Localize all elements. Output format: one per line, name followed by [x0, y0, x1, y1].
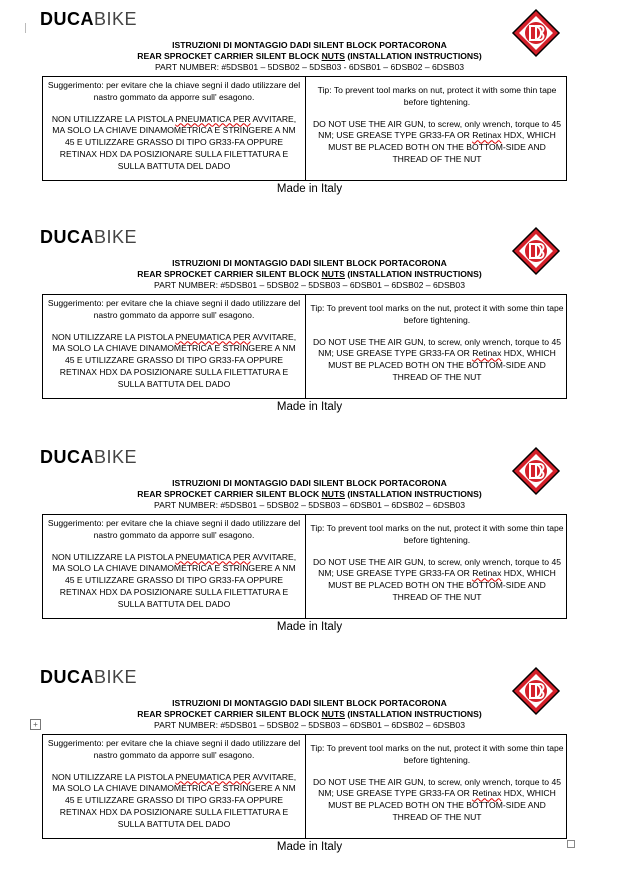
- italian-tip: Suggerimento: per evitare che la chiave segni il dado utilizzare del nastro gommato da apporre sull' esagono.: [47, 80, 301, 102]
- made-in-italy: Made in Italy: [276, 401, 343, 413]
- english-warning: DO NOT USE THE AIR GUN, to screw, only wrench, torque to 45 NM; USE GREASE TYPE GR33-FA OR Retinax HDX, WHICH MUST BE PLACED BOTH ON THE BOTTOM-SIDE AND THREAD OF THE NUT: [312, 336, 562, 382]
- italian-instructions-cell: [43, 295, 306, 398]
- italian-instructions-cell: [43, 515, 306, 618]
- title-english: REAR SPROCKET CARRIER SILENT BLOCK NUTS (INSTALLATION INSTRUCTIONS): [137, 51, 482, 61]
- italian-tip: Suggerimento: per evitare che la chiave segni il dado utilizzare del nastro gommato da apporre sull' esagono.: [47, 518, 301, 540]
- wordmark-bike: BIKE: [94, 667, 138, 687]
- italian-warning: NON UTILIZZARE LA PISTOLA PNEUMATICA PER AVVITARE, MA SOLO LA CHIAVE DINAMOMETRICA E STRINGERE A NM 45 E UTILIZZARE GRASSO DI TIPO GR33-FA OPPURE RETINAX HDX DA POSIZIONARE SULLA FILETTATURA E SULLA BATTUTA DEL DADO: [51, 113, 297, 171]
- ducabike-wordmark: [40, 448, 137, 466]
- wordmark-duca: DUCA: [40, 667, 94, 687]
- title-english: REAR SPROCKET CARRIER SILENT BLOCK NUTS (INSTALLATION INSTRUCTIONS): [137, 489, 482, 499]
- instruction-label: [0, 438, 619, 656]
- wordmark-bike: BIKE: [94, 227, 138, 247]
- italian-tip: Suggerimento: per evitare che la chiave segni il dado utilizzare del nastro gommato da apporre sull' esagono.: [47, 298, 301, 320]
- title-italian: ISTRUZIONI DI MONTAGGIO DADI SILENT BLOCK PORTACORONA: [172, 698, 447, 708]
- instructions-table: [42, 514, 567, 619]
- english-tip: Tip: To prevent tool marks on the nut, protect it with some thin tape before tightening.: [310, 523, 564, 545]
- wordmark-duca: DUCA: [40, 227, 94, 247]
- italian-instructions-cell: [43, 735, 306, 838]
- wordmark-duca: DUCA: [40, 447, 94, 467]
- instructions-table: [42, 294, 567, 399]
- english-instructions-cell: [306, 295, 568, 398]
- wordmark-bike: BIKE: [94, 9, 138, 29]
- instruction-label: [0, 658, 619, 876]
- wordmark-bike: BIKE: [94, 447, 138, 467]
- italian-tip: Suggerimento: per evitare che la chiave segni il dado utilizzare del nastro gommato da apporre sull' esagono.: [47, 738, 301, 760]
- made-in-italy: Made in Italy: [276, 621, 343, 633]
- title-italian: ISTRUZIONI DI MONTAGGIO DADI SILENT BLOCK PORTACORONA: [172, 258, 447, 268]
- english-warning: DO NOT USE THE AIR GUN, to screw, only wrench, torque to 45 NM; USE GREASE TYPE GR33-FA OR Retinax HDX, WHICH MUST BE PLACED BOTH ON THE BOTTOM-SIDE AND THREAD OF THE NUT: [312, 118, 562, 164]
- ducabike-wordmark: [40, 228, 137, 246]
- english-instructions-cell: [306, 77, 568, 180]
- wordmark-duca: DUCA: [40, 9, 94, 29]
- english-warning: DO NOT USE THE AIR GUN, to screw, only wrench, torque to 45 NM; USE GREASE TYPE GR33-FA OR Retinax HDX, WHICH MUST BE PLACED BOTH ON THE BOTTOM-SIDE AND THREAD OF THE NUT: [312, 776, 562, 822]
- italian-warning: NON UTILIZZARE LA PISTOLA PNEUMATICA PER AVVITARE, MA SOLO LA CHIAVE DINAMOMETRICA E STRINGERE A NM 45 E UTILIZZARE GRASSO DI TIPO GR33-FA OPPURE RETINAX HDX DA POSIZIONARE SULLA FILETTATURA E SULLA BATTUTA DEL DADO: [51, 771, 297, 829]
- english-instructions-cell: [306, 735, 568, 838]
- title-english: REAR SPROCKET CARRIER SILENT BLOCK NUTS (INSTALLATION INSTRUCTIONS): [137, 269, 482, 279]
- part-number: PART NUMBER: #5DSB01 – 5DSB02 – 5DSB03 – 6DSB01 – 6DSB02 – 6DSB03: [154, 500, 465, 510]
- part-number: PART NUMBER: #5DSB01 – 5DSB02 – 5DSB03 - 6DSB01 – 6DSB02 – 6DSB03: [154, 62, 465, 72]
- made-in-italy: Made in Italy: [276, 183, 343, 195]
- title-italian: ISTRUZIONI DI MONTAGGIO DADI SILENT BLOCK PORTACORONA: [172, 40, 447, 50]
- made-in-italy: Made in Italy: [276, 841, 343, 853]
- move-handle-icon[interactable]: +: [30, 719, 41, 730]
- label-heading: [0, 698, 619, 731]
- english-warning: DO NOT USE THE AIR GUN, to screw, only wrench, torque to 45 NM; USE GREASE TYPE GR33-FA OR Retinax HDX, WHICH MUST BE PLACED BOTH ON THE BOTTOM-SIDE AND THREAD OF THE NUT: [312, 556, 562, 602]
- resize-handle-icon[interactable]: [567, 840, 575, 848]
- label-heading: [0, 40, 619, 73]
- instruction-label: [0, 218, 619, 436]
- title-english: REAR SPROCKET CARRIER SILENT BLOCK NUTS (INSTALLATION INSTRUCTIONS): [137, 709, 482, 719]
- ducabike-wordmark: [40, 10, 137, 28]
- english-tip: Tip: To prevent tool marks on the nut, protect it with some thin tape before tightening.: [310, 303, 564, 325]
- instructions-table: [42, 76, 567, 181]
- ducabike-wordmark: [40, 668, 137, 686]
- english-tip: Tip: To prevent tool marks on the nut, protect it with some thin tape before tightening.: [310, 743, 564, 765]
- instruction-label: [0, 0, 619, 218]
- part-number: PART NUMBER: #5DSB01 – 5DSB02 – 5DSB03 – 6DSB01 – 6DSB02 – 6DSB03: [154, 720, 465, 730]
- title-italian: ISTRUZIONI DI MONTAGGIO DADI SILENT BLOCK PORTACORONA: [172, 478, 447, 488]
- part-number: PART NUMBER: #5DSB01 – 5DSB02 – 5DSB03 – 6DSB01 – 6DSB02 – 6DSB03: [154, 280, 465, 290]
- italian-instructions-cell: [43, 77, 306, 180]
- english-instructions-cell: [306, 515, 568, 618]
- label-heading: [0, 478, 619, 511]
- english-tip: Tip: To prevent tool marks on nut, protect it with some thin tape before tightening.: [317, 85, 557, 107]
- italian-warning: NON UTILIZZARE LA PISTOLA PNEUMATICA PER AVVITARE, MA SOLO LA CHIAVE DINAMOMETRICA E STRINGERE A NM 45 E UTILIZZARE GRASSO DI TIPO GR33-FA OPPURE RETINAX HDX DA POSIZIONARE SULLA FILETTATURA E SULLA BATTUTA DEL DADO: [51, 331, 297, 389]
- instructions-table: [42, 734, 567, 839]
- label-heading: [0, 258, 619, 291]
- italian-warning: NON UTILIZZARE LA PISTOLA PNEUMATICA PER AVVITARE, MA SOLO LA CHIAVE DINAMOMETRICA E STRINGERE A NM 45 E UTILIZZARE GRASSO DI TIPO GR33-FA OPPURE RETINAX HDX DA POSIZIONARE SULLA FILETTATURA E SULLA BATTUTA DEL DADO: [51, 551, 297, 609]
